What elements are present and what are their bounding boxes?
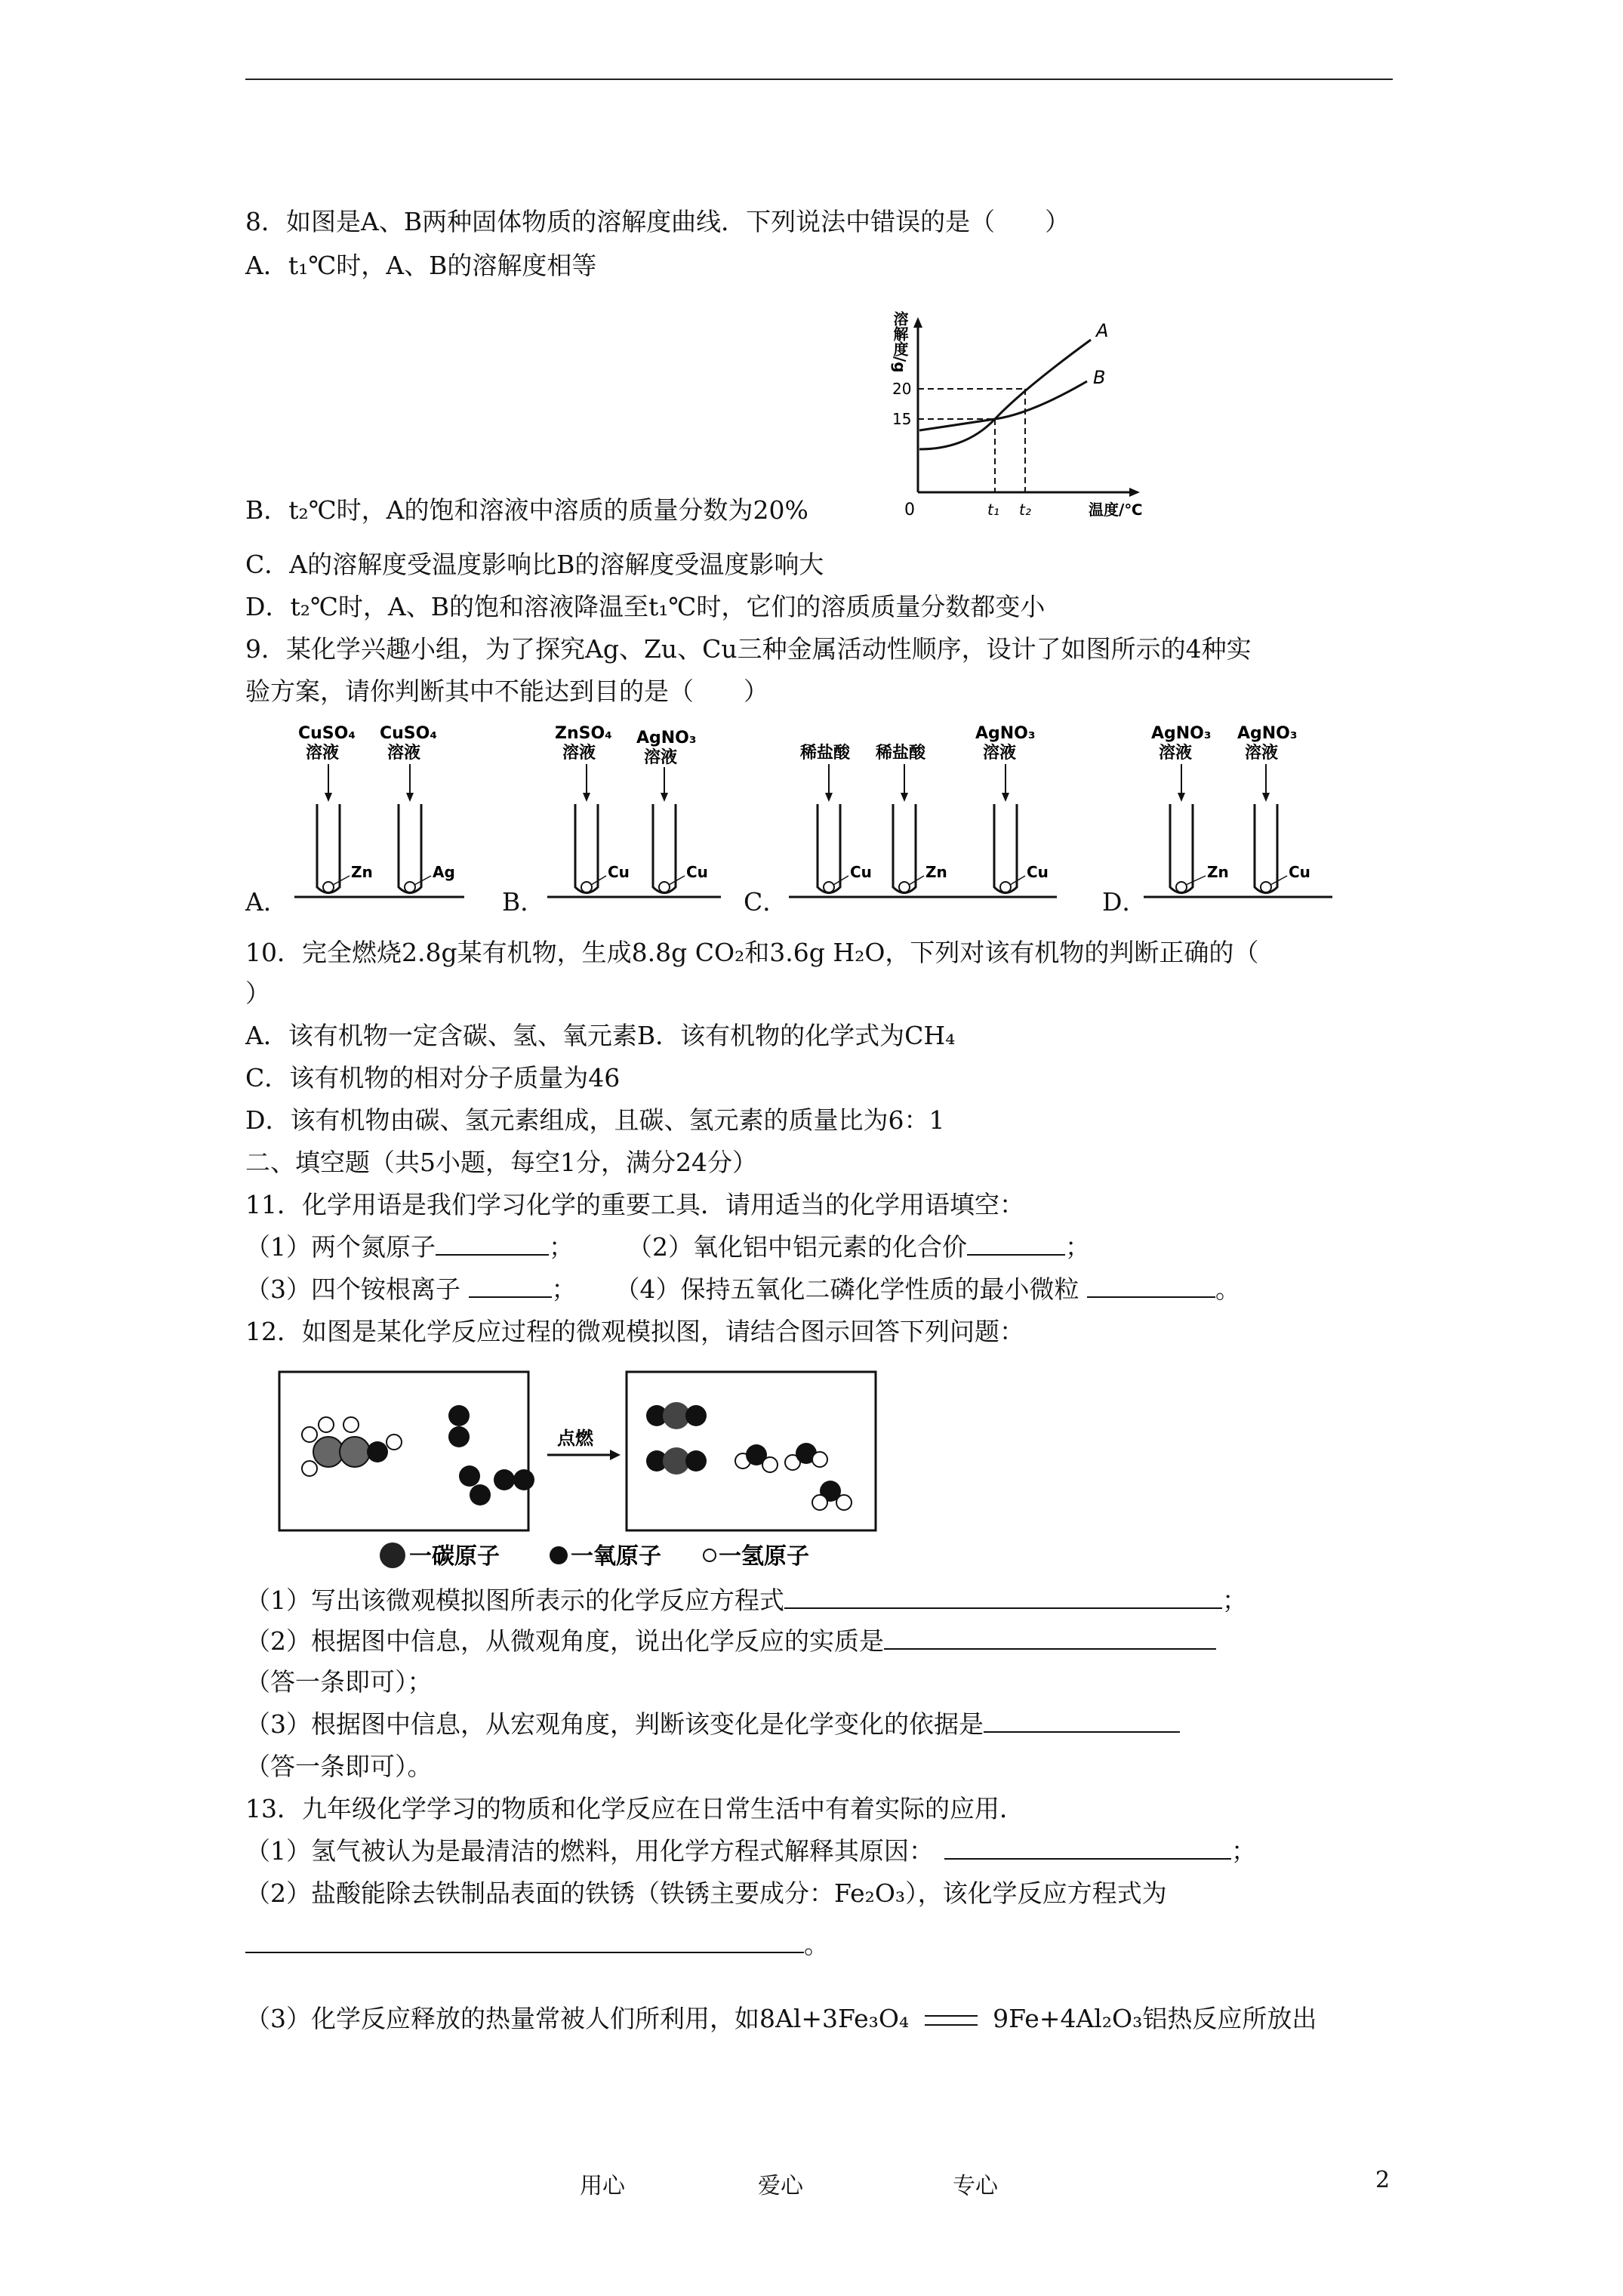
q10-option-c: C．该有机物的相对分子质量为46: [245, 1063, 621, 1093]
q9-option-c: C．: [744, 887, 788, 917]
fig-d-solution-2-b: 溶液: [1245, 744, 1279, 763]
q12-blank-1[interactable]: [784, 1585, 1222, 1609]
q12-stem: 12．如图是某化学反应过程的微观模拟图，请结合图示回答下列问题：: [245, 1317, 1024, 1346]
q11-part-4: （4）保持五氧化二磷化学性质的最小微粒: [614, 1274, 1079, 1304]
fig-b-metal-1: Cu: [608, 863, 630, 881]
curve-a-label: A: [1096, 320, 1109, 341]
curve-b-label: B: [1093, 367, 1106, 388]
fig-b-solution-1-b: 溶液: [562, 744, 596, 763]
micro-reaction-diagram: [272, 1363, 891, 1578]
q8-option-b: B．t₂℃时，A的饱和溶液中溶质的质量分数为20%: [245, 495, 808, 525]
q11-part-2-end: ；: [1065, 1232, 1090, 1262]
graph-xlabel: 温度/℃: [1089, 501, 1143, 519]
graph-ylabel: 溶解度/g: [891, 311, 909, 373]
q8-option-a: A．t₁℃时，A、B的溶解度相等: [245, 251, 597, 280]
q11-part-3-end: ；: [551, 1274, 577, 1304]
fig-c-solution-3-b: 溶液: [983, 744, 1017, 763]
q13-stem: 13．九年级化学学习的物质和化学反应在日常生活中有着实际的应用．: [245, 1794, 1024, 1823]
q11-part-4-end: 。: [1215, 1274, 1240, 1304]
q13-line-3: [245, 2002, 1317, 2036]
q12-blank-3[interactable]: [984, 1709, 1180, 1733]
graph-tick-20: 20: [892, 380, 912, 398]
q9-figure-b: [540, 717, 744, 914]
q10-stem-line2: ）: [245, 978, 270, 1008]
fig-d-solution-1-b: 溶液: [1159, 744, 1193, 763]
q12-line-2: [245, 1625, 1216, 1658]
q11-part-1-end: ；: [549, 1232, 574, 1262]
q10-stem-line1: 10．完全燃烧2.8g某有机物，生成8.8g CO₂和3.6g H₂O，下列对该有机物的判断正确的（: [245, 938, 1259, 967]
q13-line-2: （2）盐酸能除去铁制品表面的铁锈（铁锈主要成分：Fe₂O₃），该化学反应方程式为: [245, 1878, 1167, 1908]
q12-part-1: （1）写出该微观模拟图所表示的化学反应方程式: [245, 1586, 784, 1615]
fig-c-solution-3: AgNO₃: [975, 724, 1036, 743]
q12-blank-2[interactable]: [884, 1626, 1216, 1650]
q11-stem: 11．化学用语是我们学习化学的重要工具．请用适当的化学用语填空：: [245, 1190, 1024, 1219]
fig-d-metal-1: Zn: [1207, 863, 1229, 881]
q13-part-3b: 9Fe+4Al₂O₃铝热反应所放出: [993, 2004, 1317, 2033]
q9-stem-line2: 验方案，请你判断其中不能达到目的是（ ）: [245, 676, 768, 706]
q8-option-c: C．A的溶解度受温度影响比B的溶解度受温度影响大: [245, 550, 824, 579]
q9-figure-d: [1136, 717, 1355, 914]
footer-text-2: 爱心: [758, 2173, 803, 2199]
q12-part-3: （3）根据图中信息，从宏观角度，判断该变化是化学变化的依据是: [245, 1709, 984, 1739]
q13-blank-2[interactable]: [245, 1929, 804, 1953]
q13-part-3a: （3）化学反应释放的热量常被人们所利用，如8Al+3Fe₃O₄: [245, 2004, 910, 2033]
q10-option-d: D．该有机物由碳、氢元素组成，且碳、氢元素的质量比为6：1: [245, 1105, 945, 1135]
q13-line-1: [245, 1835, 1256, 1868]
legend-oxygen: 一氧原子: [571, 1543, 661, 1570]
reaction-arrow-label: 点燃: [557, 1428, 593, 1449]
q12-part-1-end: ；: [1222, 1586, 1247, 1615]
q9-option-a: A．: [245, 887, 288, 917]
curve-b: [919, 381, 1087, 430]
q11-line-1: [245, 1231, 1090, 1264]
q9-stem-line1: 9．某化学兴趣小组，为了探究Ag、Zu、Cu三种金属活动性顺序，设计了如图所示的4种实: [245, 634, 1252, 664]
fig-d-solution-1: AgNO₃: [1151, 724, 1212, 743]
q9-figure-a: [291, 717, 487, 914]
q9-option-d: D．: [1102, 887, 1147, 917]
equation-equals-sign: [925, 2015, 978, 2026]
header-rule: [245, 79, 1393, 80]
q11-part-2: （2）氧化铝中铝元素的化合价: [627, 1232, 967, 1262]
q9-figure-c: [785, 717, 1095, 914]
q13-part-1-end: ；: [1231, 1836, 1256, 1866]
fig-b-metal-2: Cu: [686, 863, 708, 881]
q13-part-2-end: 。: [804, 1930, 829, 1959]
q12-line-2b: （答一条即可）；: [245, 1667, 433, 1697]
q12-line-3: [245, 1708, 1180, 1741]
q12-part-2: （2）根据图中信息，从微观角度，说出化学反应的实质是: [245, 1626, 884, 1656]
q13-line-2b: [245, 1928, 829, 1962]
q12-line-3b: （答一条即可）。: [245, 1752, 433, 1781]
fig-a-metal-1: Zn: [351, 863, 373, 881]
q10-options-ab: A．该有机物一定含碳、氢、氧元素B．该有机物的化学式为CH₄: [245, 1021, 956, 1050]
section-2-heading: 二、填空题（共5小题，每空1分，满分24分）: [245, 1148, 757, 1177]
q11-line-2: [245, 1273, 1240, 1306]
fig-c-solution-1: 稀盐酸: [800, 744, 851, 763]
graph-tick-t1: t₁: [987, 501, 999, 519]
graph-origin: 0: [904, 501, 915, 519]
fig-d-solution-2: AgNO₃: [1237, 724, 1298, 743]
q11-blank-3[interactable]: [469, 1274, 552, 1298]
q13-blank-1[interactable]: [944, 1835, 1231, 1860]
fig-b-solution-2: AgNO₃: [636, 729, 697, 747]
legend-hydrogen: 一氢原子: [719, 1543, 809, 1570]
q12-line-1: [245, 1584, 1247, 1617]
fig-c-metal-3: Cu: [1027, 863, 1049, 881]
fig-d-metal-2: Cu: [1289, 863, 1310, 881]
fig-a-solution-2: CuSO₄: [380, 724, 437, 743]
fig-c-metal-2: Zn: [925, 863, 947, 881]
q8-option-d: D．t₂℃时，A、B的饱和溶液降温至t₁℃时，它们的溶质质量分数都变小: [245, 592, 1046, 621]
q11-blank-1[interactable]: [436, 1231, 549, 1256]
footer-text-1: 用心: [580, 2173, 625, 2199]
fig-a-solution-1-b: 溶液: [306, 744, 340, 763]
graph-tick-15: 15: [892, 410, 912, 428]
fig-b-solution-1: ZnSO₄: [555, 724, 612, 743]
fig-c-solution-2: 稀盐酸: [876, 744, 926, 763]
graph-tick-t2: t₂: [1019, 501, 1031, 519]
page-number: 2: [1375, 2167, 1390, 2193]
fig-a-metal-2: Ag: [433, 863, 455, 881]
q9-option-b: B．: [502, 887, 546, 917]
fig-a-solution-2-b: 溶液: [387, 744, 421, 763]
q8-stem: 8．如图是A、B两种固体物质的溶解度曲线．下列说法中错误的是（ ）: [245, 207, 1070, 236]
q11-blank-4[interactable]: [1087, 1274, 1215, 1298]
legend-carbon: 一碳原子: [409, 1543, 500, 1570]
q11-blank-2[interactable]: [967, 1231, 1065, 1256]
solubility-curve-graph: [876, 294, 1163, 521]
q11-part-3: （3）四个铵根离子: [245, 1274, 460, 1304]
footer-text-3: 专心: [953, 2173, 998, 2199]
q13-part-1: （1）氢气被认为是最清洁的燃料，用化学方程式解释其原因：: [245, 1836, 934, 1866]
fig-b-solution-2-b: 溶液: [644, 748, 678, 767]
fig-a-solution-1: CuSO₄: [298, 724, 356, 743]
fig-c-metal-1: Cu: [850, 863, 872, 881]
q11-part-1: （1）两个氮原子: [245, 1232, 436, 1262]
